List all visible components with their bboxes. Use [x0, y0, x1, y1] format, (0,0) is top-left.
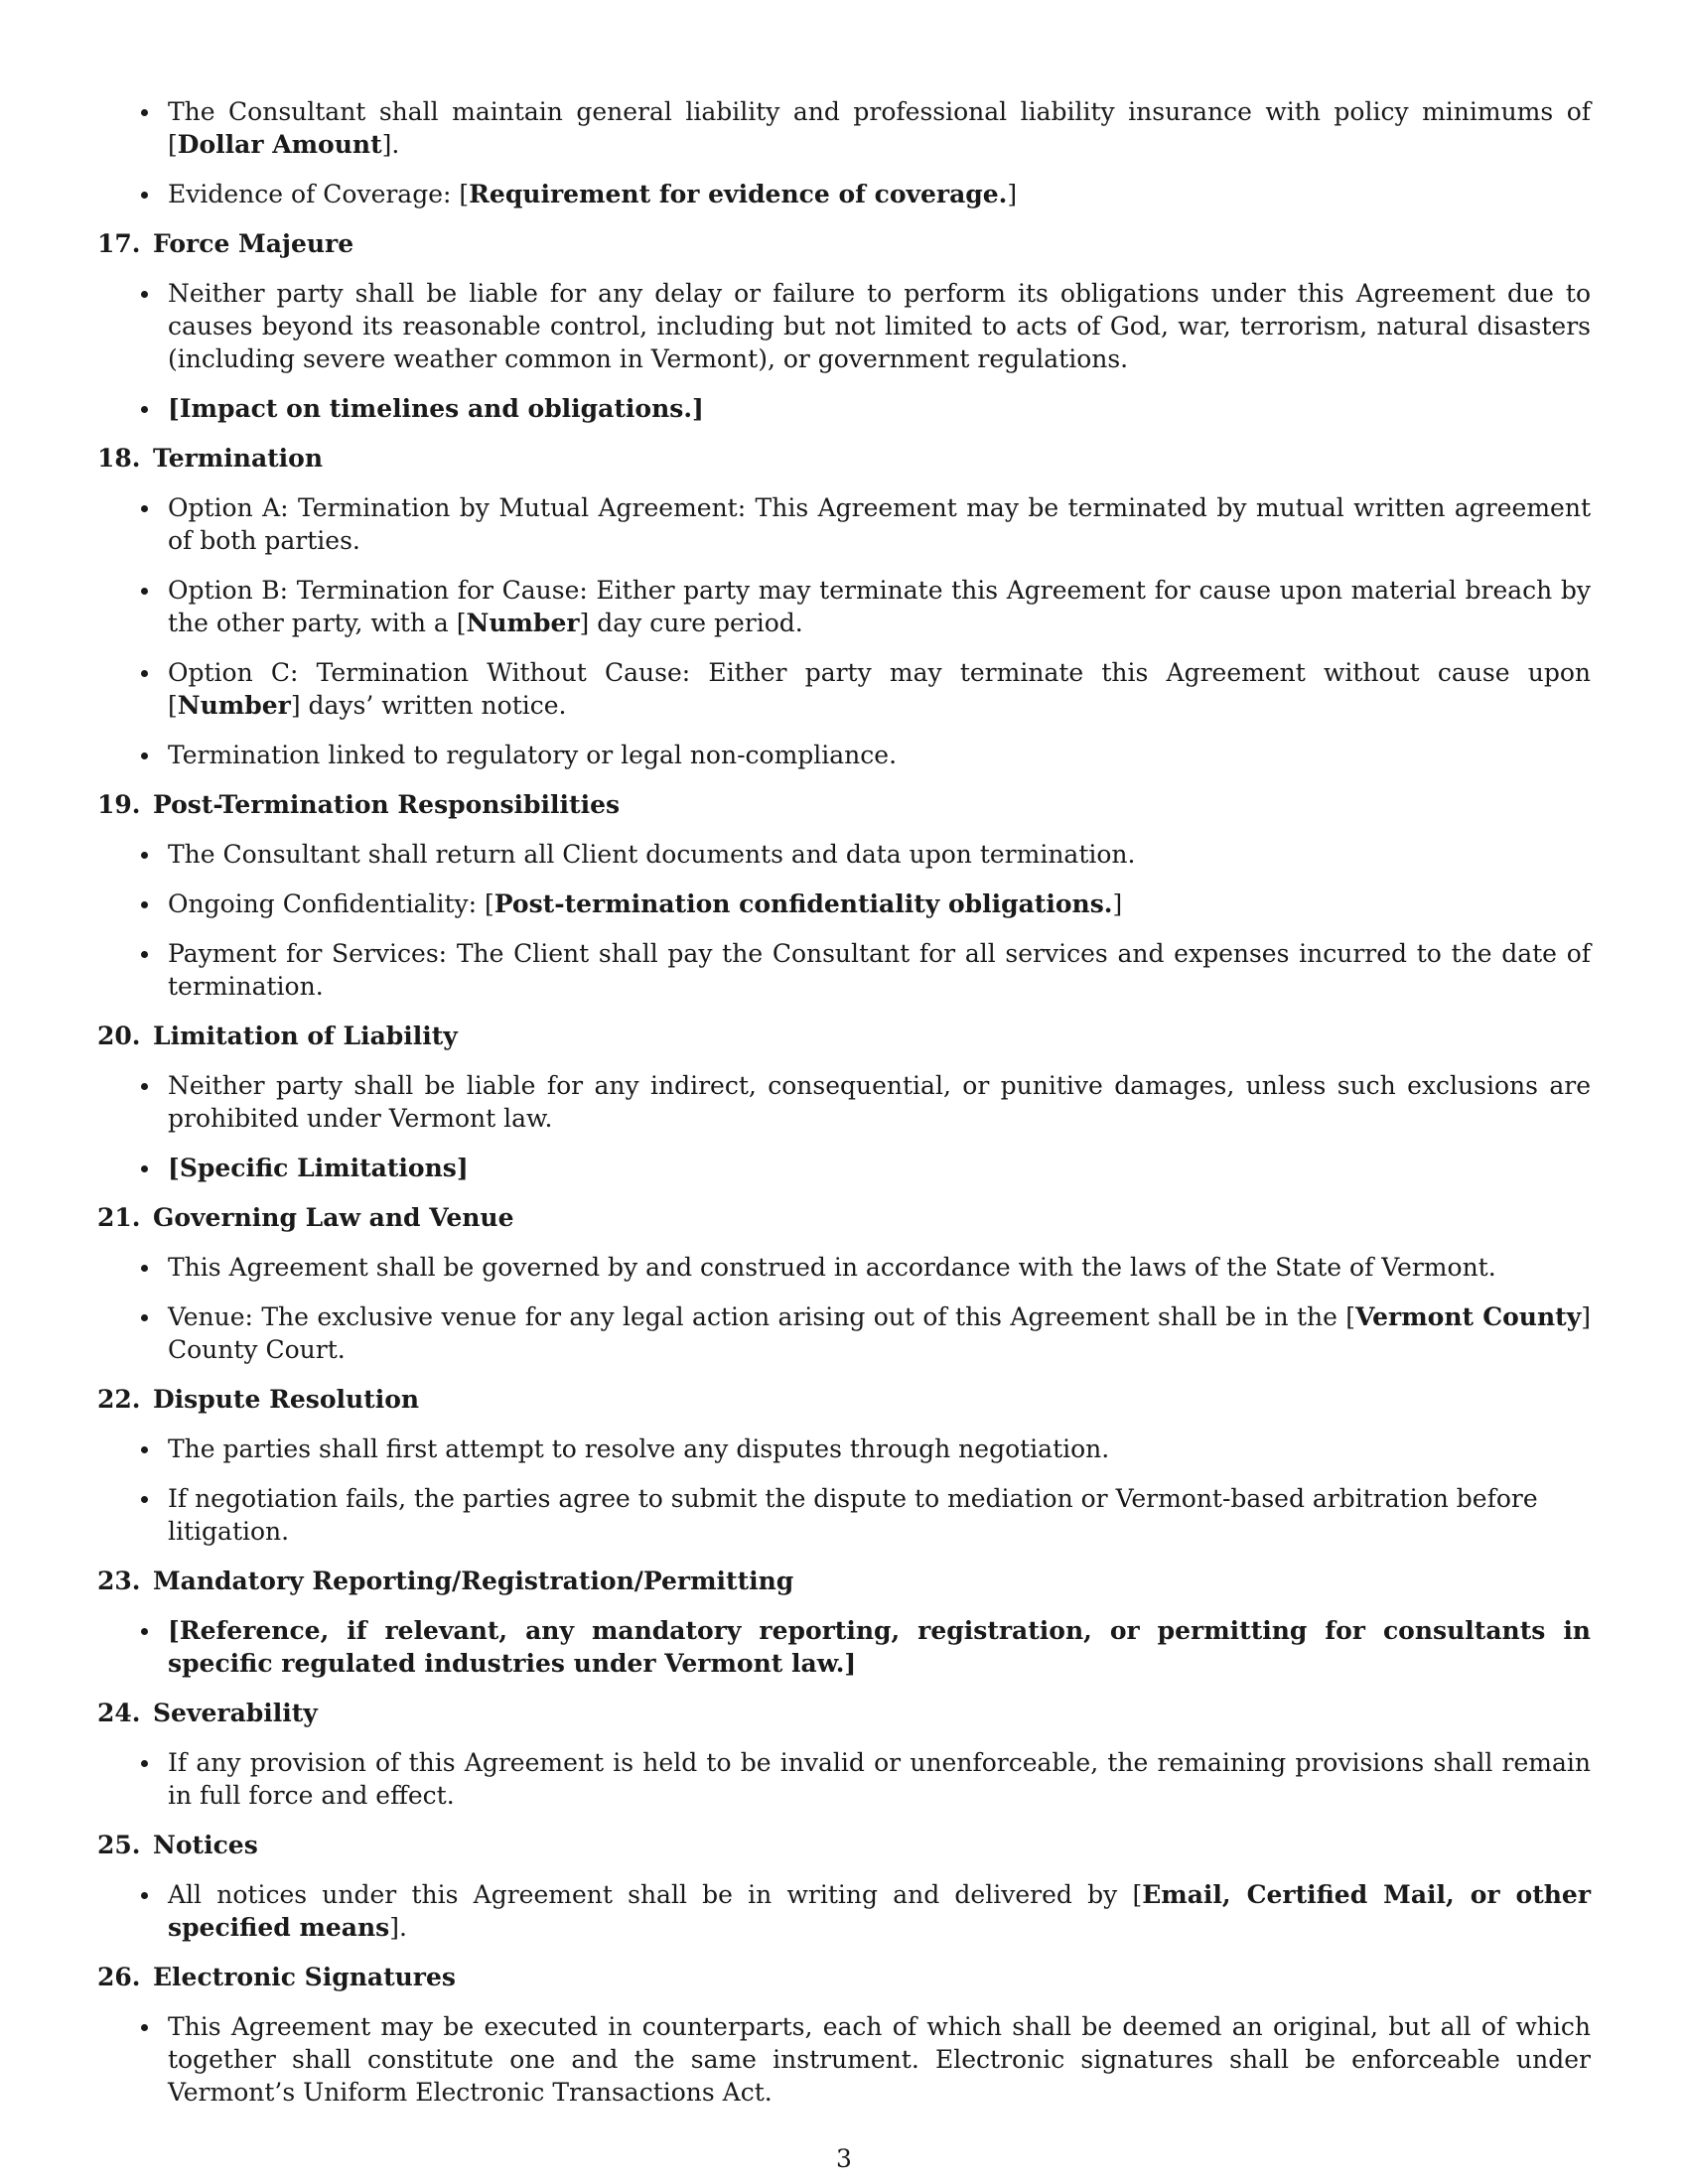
list-item: Neither party shall be liable for any indirect, consequential, or punitive damages, unless such exclusions are prohibited under Vermont law.: [97, 1069, 1591, 1135]
bullet-icon: [141, 1083, 148, 1090]
list-item: If negotiation fails, the parties agree to submit the dispute to mediation or Vermont-based arbitration before litigation.: [97, 1482, 1591, 1548]
section-heading: 17. Force Majeure: [97, 229, 354, 258]
bullet-icon: [141, 192, 148, 199]
list-item: The parties shall first attempt to resolve any disputes through negotiation.: [97, 1433, 1591, 1465]
section-heading: 24. Severability: [97, 1699, 318, 1727]
bullet-list: [97, 491, 1591, 771]
list-item: Option B: Termination for Cause: Either party may terminate this Agreement for cause upon material breach by the other party, with a [Number] day cure period.: [97, 574, 1591, 639]
bullet-list: [97, 1069, 1591, 1184]
bullet-icon: [141, 1165, 148, 1172]
section-heading: 19. Post-Termination Responsibilities: [97, 790, 621, 819]
list-item: Neither party shall be liable for any delay or failure to perform its obligations under this Agreement due to causes beyond its reasonable control, including but not limited to acts of God, war, terrorism, natural disasters (including severe weather common in Vermont), or government regulations.: [97, 277, 1591, 375]
bullet-list: [97, 1433, 1591, 1548]
bullet-icon: [141, 1892, 148, 1899]
bullet-list: [97, 1614, 1591, 1680]
list-item: Payment for Services: The Client shall pay the Consultant for all services and expenses incurred to the date of termination.: [97, 937, 1591, 1003]
section-heading: 18. Termination: [97, 444, 324, 473]
bullet-icon: [141, 670, 148, 677]
section-heading: 21. Governing Law and Venue: [97, 1203, 514, 1232]
list-item: Option C: Termination Without Cause: Either party may terminate this Agreement without cause upon [Number] days’ written notice.: [97, 656, 1591, 722]
bullet-icon: [141, 1496, 148, 1503]
section-heading: 22. Dispute Resolution: [97, 1385, 420, 1414]
bullet-icon: [141, 752, 148, 759]
bullet-list: [97, 1746, 1591, 1812]
bullet-icon: [141, 2024, 148, 2031]
bullet-icon: [141, 505, 148, 512]
bullet-icon: [141, 1314, 148, 1321]
list-item: Evidence of Coverage: [Requirement for evidence of coverage.]: [97, 178, 1591, 210]
list-item: All notices under this Agreement shall be in writing and delivered by [Email, Certified Mail, or other specified means].: [97, 1878, 1591, 1944]
list-item: This Agreement shall be governed by and construed in accordance with the laws of the State of Vermont.: [97, 1251, 1591, 1284]
list-item: [Reference, if relevant, any mandatory reporting, registration, or permitting for consultants in specific regulated industries under Vermont law.]: [97, 1614, 1591, 1680]
bullet-icon: [141, 109, 148, 116]
bullet-icon: [141, 1265, 148, 1272]
section-heading: 26. Electronic Signatures: [97, 1963, 456, 1991]
list-item: If any provision of this Agreement is held to be invalid or unenforceable, the remaining provisions shall remain in full force and effect.: [97, 1746, 1591, 1812]
section-heading: 23. Mandatory Reporting/Registration/Permitting: [97, 1567, 794, 1595]
bullet-icon: [141, 406, 148, 413]
list-item: Venue: The exclusive venue for any legal action arising out of this Agreement shall be in the [Vermont County] County Court.: [97, 1300, 1591, 1366]
bullet-icon: [141, 901, 148, 908]
list-item: Termination linked to regulatory or legal non-compliance.: [97, 739, 1591, 771]
bullet-list: [97, 277, 1591, 425]
bullet-icon: [141, 852, 148, 859]
bullet-list: [97, 1251, 1591, 1366]
list-item: Option A: Termination by Mutual Agreement: This Agreement may be terminated by mutual written agreement of both parties.: [97, 491, 1591, 557]
list-item: [Impact on timelines and obligations.]: [97, 392, 1591, 425]
bullet-list: [97, 2010, 1591, 2109]
page-number: 3: [836, 2144, 852, 2173]
bullet-icon: [141, 1446, 148, 1453]
bullet-list: [97, 838, 1591, 1003]
section-heading: 25. Notices: [97, 1831, 258, 1859]
list-item: This Agreement may be executed in counterparts, each of which shall be deemed an original, but all of which together shall constitute one and the same instrument. Electronic signatures shall be enforceable under Vermont’s Uniform Electronic Transactions Act.: [97, 2010, 1591, 2109]
list-item: The Consultant shall maintain general liability and professional liability insurance with policy minimums of [Dollar Amount].: [97, 95, 1591, 161]
bullet-icon: [141, 1760, 148, 1767]
bullet-list: [97, 1878, 1591, 1944]
bullet-list: [97, 95, 1591, 210]
list-item: [Specific Limitations]: [97, 1152, 1591, 1184]
bullet-icon: [141, 1628, 148, 1635]
list-item: The Consultant shall return all Client documents and data upon termination.: [97, 838, 1591, 871]
section-heading: 20. Limitation of Liability: [97, 1022, 458, 1050]
list-item: Ongoing Confidentiality: [Post-termination confidentiality obligations.]: [97, 887, 1591, 920]
bullet-icon: [141, 588, 148, 595]
document-page: [97, 95, 1591, 2125]
bullet-icon: [141, 291, 148, 298]
bullet-icon: [141, 951, 148, 958]
